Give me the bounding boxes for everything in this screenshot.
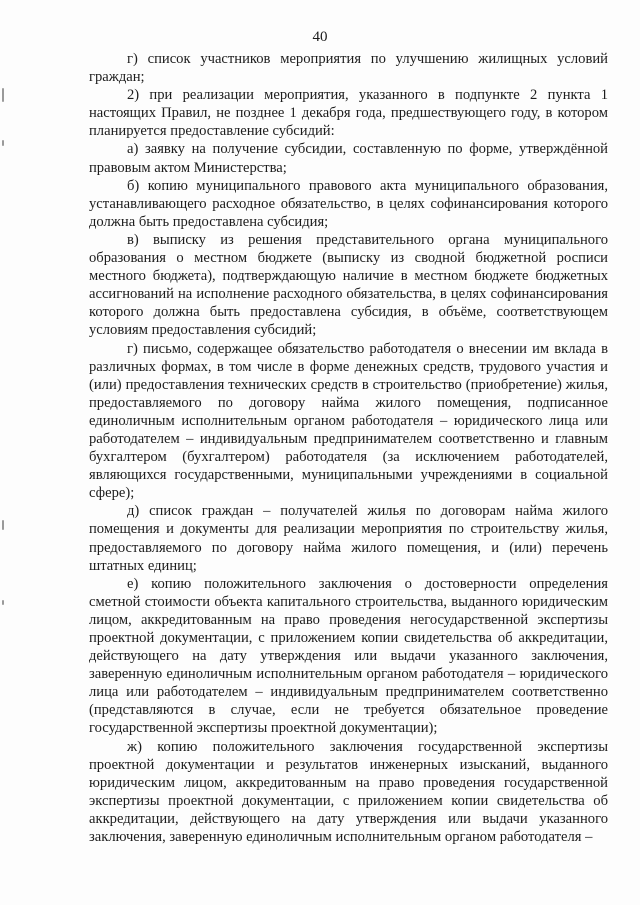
scan-edge-marks [0,0,8,905]
paragraph-item-b-municipal-act: б) копию муниципального правового акта муниципального образования, устанавливающего расходное обязательство, в целях софинансирования которого должна быть предоставлена субсидия; [89,177,608,230]
paragraph-item-d-citizens-list: д) список граждан – получателей жилья по договорам найма жилого помещения и документы для реализации мероприятия по строительству жилья, предоставляемого по договору найма жилого помещения, и (или) перечень штатных единиц; [89,503,608,574]
paragraph-item-e-cost-conclusion: е) копию положительного заключения о достоверности определения сметной стоимости объекта капитального строительства, выданного юридическим лицом, аккредитованным на право проведения негосударственной экспертизы проектной документации, с приложением копии свидетельства об аккредитации, действующего на дату утверждения или выдачи указанного заключения, заверенную единоличным исполнительным органом работодателя – юридического лица или работодателем – индивидуальным предпринимателем соответственно (представляются в случае, если не требуется обязательное проведение государственной экспертизы проектной документации); [89,575,608,737]
paragraph-item-zh-state-expertise: ж) копию положительного заключения государственной экспертизы проектной документации и результатов инженерных изысканий, выданного юридическим лицом, аккредитованным на право проведения государственной экспертизы проектной документации, с приложением копии свидетельства об аккредитации, действующего на дату утверждения или выдачи указанного заключения, заверенную единоличным исполнительным органом работодателя – [89,738,608,846]
paragraph-item-v-budget-extract: в) выписку из решения представительного органа муниципального образования о местном бюджете (выписку из сводной бюджетной росписи местного бюджета), подтверждающую наличие в местном бюджете бюджетных ассигнований на исполнение расходного обязательства, в целях софинансирования которого должна быть предоставлена субсидия, в объёме, соответствующем условиям предоставления субсидий; [89,231,608,339]
page-number: 40 [312,29,328,45]
paragraph-item-g-employer-letter: г) письмо, содержащее обязательство работодателя о внесении им вклада в различных формах, в том числе в форме денежных средств, трудового участия и (или) предоставления технических средств в строительство (приобретение) жилья, предоставляемого по договору найма жилого помещения, подписанное единоличным исполнительным органом работодателя – юридического лица или работодателем – индивидуальным предпринимателем соответственно и главным бухгалтером (бухгалтером) работодателя (за исключением работодателей, являющихся государственными, муниципальными учреждениями в социальной сфере); [89,340,608,502]
paragraph-item-a-application: а) заявку на получение субсидии, составленную по форме, утверждённой правовым актом Министерства; [89,141,608,176]
document-body [89,50,608,846]
paragraph-item-g-participants: г) список участников мероприятия по улучшению жилищных условий граждан; [89,51,608,86]
paragraph-item-2-event: 2) при реализации мероприятия, указанного в подпункте 2 пункта 1 настоящих Правил, не позднее 1 декабря года, предшествующего году, в котором планируется предоставление субсидий: [89,87,608,140]
